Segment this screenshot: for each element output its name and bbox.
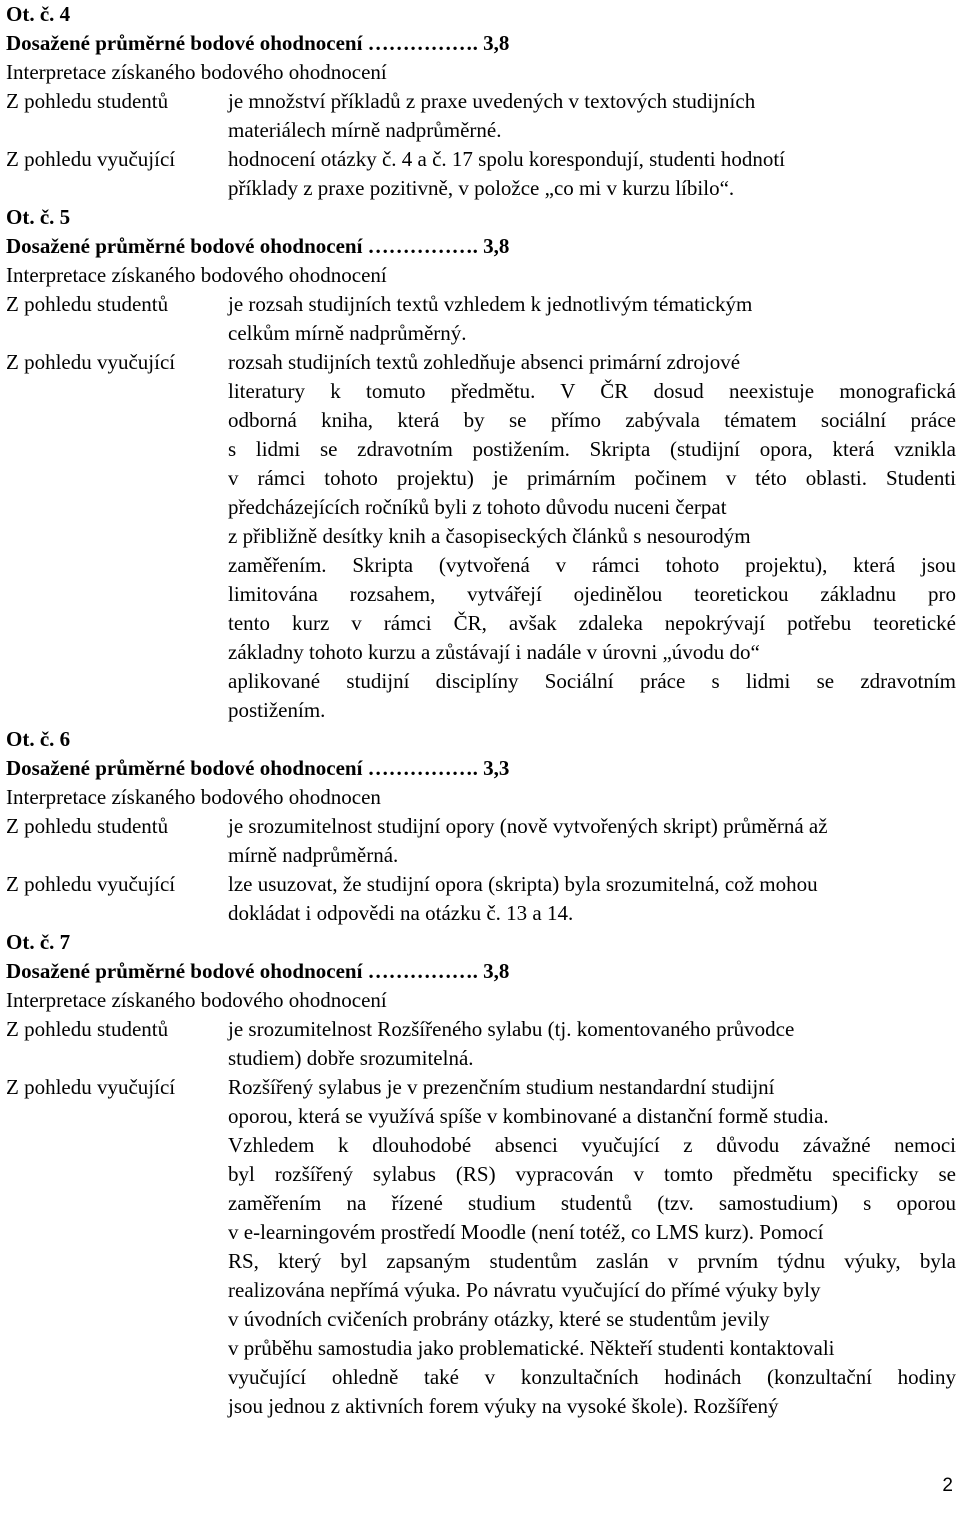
text-line: je srozumitelnost studijní opory (nově vytvořených skript) průměrná až [228, 814, 828, 838]
text-line: základny tohoto kurzu a zůstávají i nadále v úrovni „úvodu do“ [228, 640, 760, 664]
text-line: příklady z praxe pozitivně, v položce „co mi v kurzu líbilo“. [228, 176, 735, 200]
text-line: studiem) dobře srozumitelná. [228, 1046, 474, 1070]
text-line: lze usuzovat, že studijní opora (skripta) byla srozumitelná, což mohou [228, 872, 818, 896]
teacher-label: Z pohledu vyučující [6, 872, 176, 896]
teacher-view [6, 145, 956, 203]
interpretation-heading: Interpretace získaného bodového ohodnocení [6, 988, 387, 1012]
interpretation-heading: Interpretace získaného bodového ohodnocení [6, 60, 387, 84]
score-line: Dosažené průměrné bodové ohodnocení ……………. 3,8 [6, 234, 510, 258]
text-line: z přibližně desítky knih a časopiseckých článků s nesourodým [228, 524, 751, 548]
students-label: Z pohledu studentů [6, 1017, 169, 1041]
text-line: hodnocení otázky č. 4 a č. 17 spolu korespondují, studenti hodnotí [228, 147, 785, 171]
teacher-label: Z pohledu vyučující [6, 147, 176, 171]
teacher-text [228, 870, 956, 928]
text-line: byl rozšířený sylabus (RS) vypracován v tomto předmětu specificky se [228, 1162, 956, 1186]
text-line: zaměřením na řízené studium studentů (tzv. samostudium) s oporou [228, 1191, 956, 1215]
section-q5 [6, 203, 956, 725]
teacher-view [6, 348, 956, 725]
text-line: v průběhu samostudia jako problematické. Někteří studenti kontaktovali [228, 1336, 835, 1360]
students-label: Z pohledu studentů [6, 814, 169, 838]
text-line: RS, který byl zapsaným studentům zaslán v prvním týdnu výuky, byla [228, 1249, 956, 1273]
text-line: celkům mírně nadprůměrný. [228, 321, 467, 345]
score-line: Dosažené průměrné bodové ohodnocení ……………. 3,8 [6, 959, 510, 983]
students-text [228, 1015, 956, 1073]
teacher-label: Z pohledu vyučující [6, 350, 176, 374]
students-label: Z pohledu studentů [6, 89, 169, 113]
students-text [228, 87, 956, 145]
score-line: Dosažené průměrné bodové ohodnocení ……………. 3,8 [6, 31, 510, 55]
text-line: předcházejících ročníků byli z tohoto důvodu nuceni čerpat [228, 495, 727, 519]
teacher-view [6, 1073, 956, 1421]
teacher-text [228, 145, 956, 203]
text-line: limitována rozsahem, vytvářejí ojedinělou teoretickou základnu pro [228, 582, 956, 606]
text-line: Rozšířený sylabus je v prezenčním studium nestandardní studijní [228, 1075, 775, 1099]
text-line: tento kurz v rámci ČR, avšak zdaleka nepokrývají potřebu teoretické [228, 611, 956, 635]
teacher-view [6, 870, 956, 928]
text-line: s lidmi se zdravotním postižením. Skripta (studijní opora, která vznikla [228, 437, 956, 461]
section-heading: Ot. č. 7 [6, 930, 71, 954]
students-view [6, 1015, 956, 1073]
students-label: Z pohledu studentů [6, 292, 169, 316]
text-line: odborná kniha, která by se přímo zabývala tématem sociální práce [228, 408, 956, 432]
text-line: v úvodních cvičeních probrány otázky, které se studentům jevily [228, 1307, 770, 1331]
students-text [228, 290, 956, 348]
text-line: rozsah studijních textů zohledňuje absenci primární zdrojové [228, 350, 741, 374]
section-heading: Ot. č. 6 [6, 727, 71, 751]
text-line: v e-learningovém prostředí Moodle (není totéž, co LMS kurz). Pomocí [228, 1220, 824, 1244]
score-line: Dosažené průměrné bodové ohodnocení ……………. 3,3 [6, 756, 510, 780]
text-line: realizována nepřímá výuka. Po návratu vyučující do přímé výuky byly [228, 1278, 821, 1302]
text-line: oporou, která se využívá spíše v kombinované a distanční formě studia. [228, 1104, 829, 1128]
text-line: vyučující ohledně také v konzultačních hodinách (konzultační hodiny [228, 1365, 956, 1389]
text-line: jsou jednou z aktivních forem výuky na vysoké škole). Rozšířený [228, 1394, 779, 1418]
text-line: v rámci tohoto projektu) je primárním počinem v této oblasti. Studenti [228, 466, 956, 490]
teacher-text [228, 1073, 956, 1421]
text-line: mírně nadprůměrná. [228, 843, 399, 867]
text-line: aplikované studijní disciplíny Sociální práce s lidmi se zdravotním [228, 669, 956, 693]
text-line: postižením. [228, 698, 326, 722]
section-q6 [6, 725, 956, 928]
students-view [6, 290, 956, 348]
section-q7 [6, 928, 956, 1421]
text-line: dokládat i odpovědi na otázku č. 13 a 14. [228, 901, 574, 925]
text-line: je rozsah studijních textů vzhledem k jednotlivým tématickým [228, 292, 753, 316]
text-line: Vzhledem k dlouhodobé absenci vyučující z důvodu závažné nemoci [228, 1133, 956, 1157]
text-line: je srozumitelnost Rozšířeného sylabu (tj. komentovaného průvodce [228, 1017, 795, 1041]
section-heading: Ot. č. 4 [6, 2, 71, 26]
document-page [6, 0, 956, 1421]
text-line: materiálech mírně nadprůměrné. [228, 118, 502, 142]
text-line: zaměřením. Skripta (vytvořená v rámci tohoto projektu), která jsou [228, 553, 956, 577]
page-number: 2 [942, 1475, 953, 1496]
interpretation-heading: Interpretace získaného bodového ohodnocení [6, 263, 387, 287]
students-view [6, 87, 956, 145]
interpretation-heading: Interpretace získaného bodového ohodnocen [6, 785, 381, 809]
teacher-text [228, 348, 956, 725]
section-q4 [6, 0, 956, 203]
text-line: je množství příkladů z praxe uvedených v textových studijních [228, 89, 756, 113]
teacher-label: Z pohledu vyučující [6, 1075, 176, 1099]
section-heading: Ot. č. 5 [6, 205, 71, 229]
students-text [228, 812, 956, 870]
text-line: literatury k tomuto předmětu. V ČR dosud neexistuje monografická [228, 379, 956, 403]
students-view [6, 812, 956, 870]
